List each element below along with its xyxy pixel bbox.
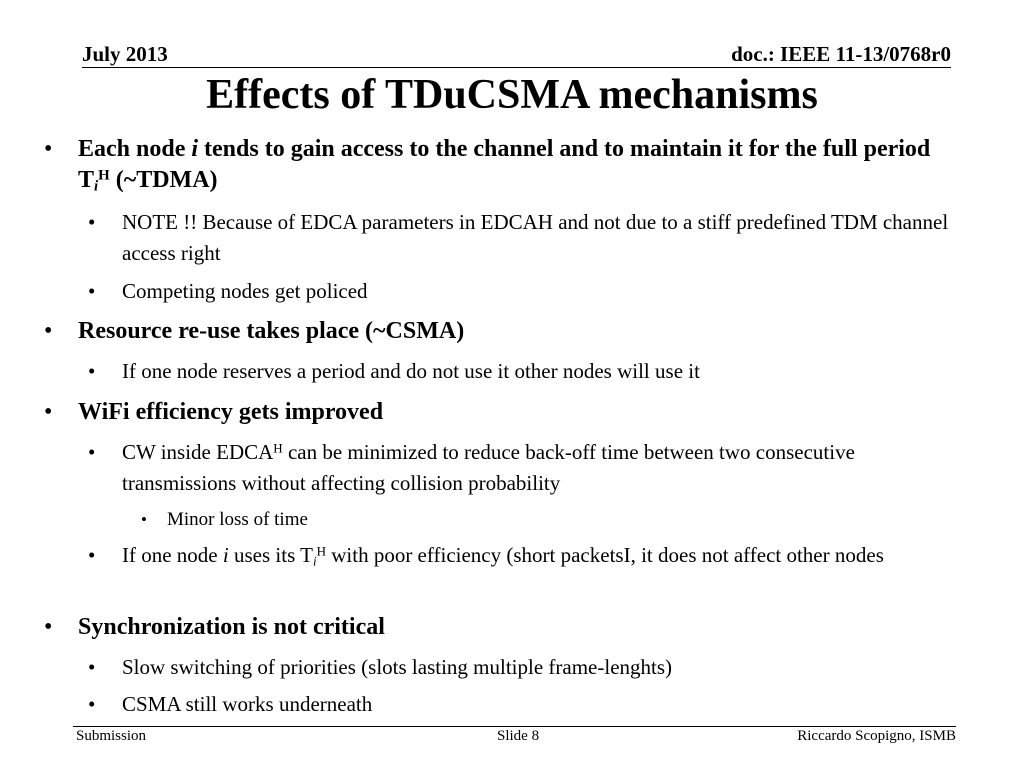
sub-bullet-policed (88, 276, 952, 307)
bullet-synchronization (44, 612, 963, 643)
bullet-marker: • (88, 543, 96, 567)
sub-bullet-poor-efficiency (88, 540, 952, 571)
bullet-subscript: i (312, 553, 317, 569)
bullet-marker: • (44, 318, 53, 344)
bullet-superscript: H (316, 543, 326, 559)
footer-divider (73, 726, 956, 727)
bullet-gain-access (44, 134, 963, 196)
bullet-marker: • (88, 692, 96, 716)
bullet-marker: • (88, 655, 96, 679)
bullet-text: Resource re-use takes place (~CSMA) (78, 318, 465, 344)
sub-bullet-cw-edca (88, 437, 952, 499)
bullet-marker: • (88, 440, 96, 464)
bullet-text: tends to gain access to the channel and to maintain it for the full period T (78, 136, 931, 193)
bullet-text: Each node (78, 136, 192, 162)
header-doc-id: doc.: IEEE 11-13/0768r0 (731, 42, 951, 66)
header-date: July 2013 (82, 42, 168, 66)
bullet-text: (~TDMA) (109, 167, 218, 193)
bullet-text: can be minimized to reduce back-off time between two consecutive transmissions without affecting collision probability (122, 440, 855, 495)
bullet-marker: • (88, 210, 96, 234)
bullet-superscript: H (273, 440, 283, 456)
bullet-text: CSMA still works underneath (122, 692, 373, 716)
bullet-var: i (222, 543, 229, 567)
bullet-text: WiFi efficiency gets improved (78, 399, 384, 425)
bullet-resource-reuse (44, 316, 963, 347)
bullet-text: NOTE !! Because of EDCA parameters in EDCAH and not due to a stiff predefined TDM channel access right (122, 210, 949, 265)
sub-bullet-slow-switching (88, 652, 952, 683)
bullet-text: uses its T (228, 543, 313, 567)
sub-bullet-reserve-period (88, 356, 952, 387)
bullet-superscript: H (98, 167, 110, 184)
footer-submission: Submission (76, 728, 147, 744)
bullet-subscript: i (94, 178, 99, 195)
bullet-marker: • (88, 359, 96, 383)
footer-author: Riccardo Scopigno, ISMB (797, 728, 956, 744)
bullet-text: Slow switching of priorities (slots lasting multiple frame-lenghts) (122, 655, 673, 679)
bullet-text: If one node reserves a period and do not use it other nodes will use it (122, 359, 700, 383)
bullet-text: CW inside EDCA (122, 440, 274, 464)
bullet-text: Synchronization is not critical (78, 614, 385, 640)
bullet-wifi-efficiency (44, 397, 963, 428)
bullet-marker: • (44, 136, 53, 162)
sub-bullet-csma-underneath (88, 689, 952, 720)
bullet-text: Minor loss of time (167, 509, 308, 530)
bullet-text: with poor efficiency (short packetsI, it does not affect other nodes (325, 543, 884, 567)
bullet-text: If one node (122, 543, 223, 567)
bullet-marker: • (88, 279, 96, 303)
footer-slide-number: Slide 8 (497, 728, 540, 744)
sub-sub-bullet-minor-loss (141, 504, 947, 535)
bullet-marker: • (44, 399, 53, 425)
bullet-var: i (191, 136, 199, 162)
bullet-text: Competing nodes get policed (122, 279, 368, 303)
bullet-marker: • (141, 510, 147, 529)
sub-bullet-edca-note (88, 207, 952, 269)
bullet-marker: • (44, 614, 53, 640)
slide-title: Effects of TDuCSMA mechanisms (206, 72, 818, 118)
